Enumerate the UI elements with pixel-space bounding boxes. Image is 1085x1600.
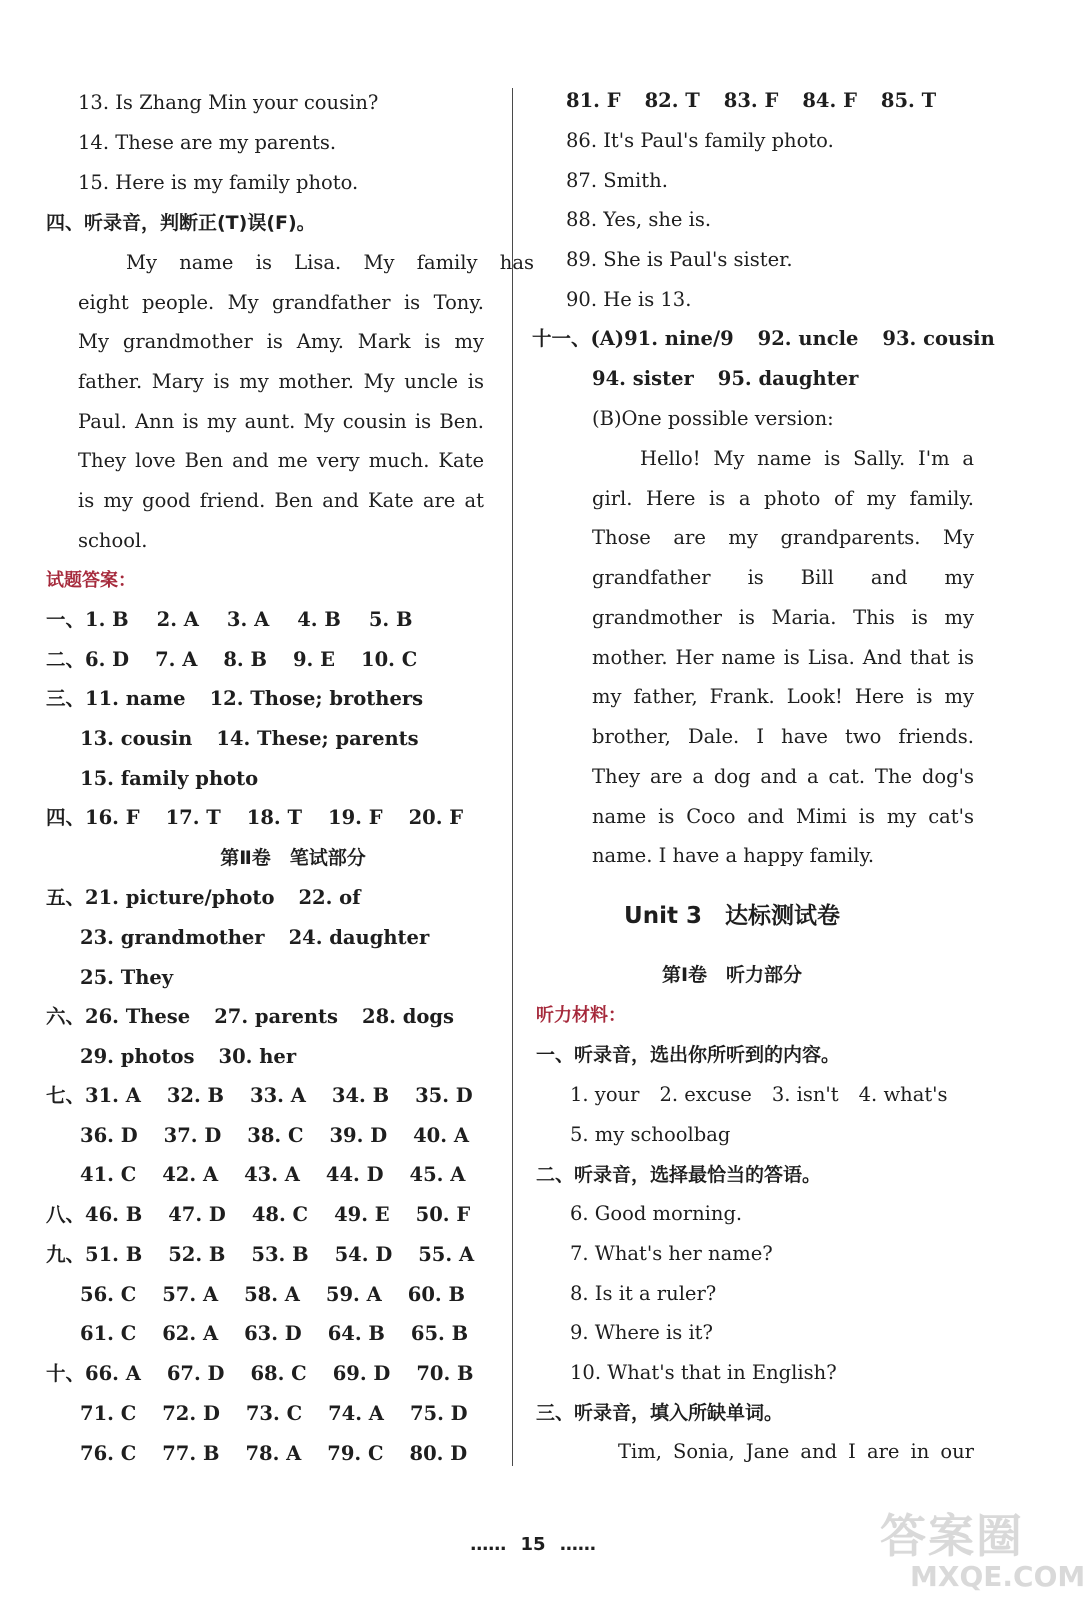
answer-item: 52. B [168,1243,226,1266]
answer-item: 56. C [80,1283,137,1306]
part-1-title: 第Ⅰ卷 听力部分 [661,964,803,986]
essay-line: mother. Her name is Lisa. And that is [592,646,974,669]
answer-row [46,607,412,633]
part-2-title: 第Ⅱ卷 笔试部分 [220,847,366,869]
answer-item: 17. T [165,806,221,829]
answer-row [80,1282,465,1308]
answer-item: 58. A [244,1283,300,1306]
passage-line: Paul. Ann is my aunt. My cousin is Ben. [78,410,484,433]
section-3-title: 三、听录音，填入所缺单词。 [536,1402,784,1424]
answer-item: 78. A [245,1442,302,1465]
answer-item: 十一、(A)91. nine/9 [532,327,734,350]
answer-row [46,1361,474,1387]
answer-item: 47. D [168,1203,226,1226]
answer-item: 7. A [155,648,198,671]
answer-item: 39. D [329,1124,388,1147]
answer-item: 33. A [250,1084,306,1107]
listening-line: 9. Where is it? [570,1321,713,1344]
answer-item: 3. isn't [771,1083,839,1106]
listening-line-15: 15. Here is my family photo. [78,171,359,194]
unit-title: Unit 3 达标测试卷 [624,903,840,929]
answer-row [80,965,173,991]
answer-row [80,1123,469,1149]
answer-item: 83. F [723,89,779,112]
answer-line: 90. He is 13. [566,288,692,311]
answer-item: 67. D [166,1362,225,1385]
answer-row [46,805,463,831]
answer-item: 14. These; parents [216,727,419,750]
answer-line: 89. She is Paul's sister. [566,248,793,271]
essay-line: brother, Dale. I have two friends. [592,725,974,748]
listening-line: 7. What's her name? [570,1242,773,1265]
answer-row [532,326,995,352]
essay-line: girl. Here is a photo of my family. [592,487,974,510]
answer-item: 92. uncle [757,327,859,350]
answer-item: 1. your [570,1083,640,1106]
answer-row [46,1202,470,1228]
answer-item: 19. F [328,806,383,829]
answer-item: 40. A [413,1124,469,1147]
passage-line: My grandmother is Amy. Mark is my [78,330,484,353]
answer-item: 一、1. B [46,608,129,631]
answer-line: 87. Smith. [566,169,668,192]
answer-item: 69. D [332,1362,391,1385]
answers-label: 试题答案： [46,570,136,591]
answer-item: 13. cousin [80,727,193,750]
passage-line: is my good friend. Ben and Kate are at [78,489,484,512]
answer-item: 12. Those; brothers [209,687,424,710]
answer-item: 35. D [415,1084,473,1107]
section-2-title: 二、听录音，选择最恰当的答语。 [536,1164,822,1186]
answer-item: 27. parents [214,1005,339,1028]
essay-line: Those are my grandparents. My [592,526,974,549]
answer-row [46,686,423,712]
listening-line: 6. Good morning. [570,1202,743,1225]
answer-item: 75. D [409,1402,468,1425]
answer-item: 25. They [80,966,174,989]
essay-line: They are a dog and a cat. The dog's [592,765,974,788]
answer-item: 10. C [361,648,418,671]
answer-item: 63. D [244,1322,302,1345]
answer-item: 60. B [407,1283,465,1306]
answer-row [80,1044,296,1070]
answer-row [80,1441,467,1467]
answer-item: 34. B [331,1084,390,1107]
answer-item: 六、26. These [46,1005,191,1028]
answer-row [570,1082,948,1108]
answer-item: 95. daughter [717,367,859,390]
answer-item: 24. daughter [288,926,430,949]
answer-item: 65. B [410,1322,469,1345]
answer-row [80,1401,468,1427]
answer-item: 15. family photo [80,767,259,790]
answer-item: 62. A [162,1322,219,1345]
listening-line: 8. Is it a ruler? [570,1282,717,1305]
answer-item: 九、51. B [46,1243,143,1266]
answer-row [46,1083,473,1109]
passage-line: My name is Lisa. My family has [126,251,534,274]
answer-item: 85. T [880,89,937,112]
answer-row [80,1321,468,1347]
answer-item: 64. B [327,1322,385,1345]
answer-item: 2. A [156,608,199,631]
essay-line: grandfather is Bill and my [592,566,974,589]
answer-item: 3. A [226,608,270,631]
answer-line: 5. my schoolbag [570,1123,731,1146]
answer-item: 61. C [80,1322,137,1345]
answer-item: 18. T [246,806,303,829]
answer-item: 43. A [244,1163,300,1186]
answer-item: 36. D [80,1124,138,1147]
section-1-title: 一、听录音，选出你所听到的内容。 [536,1044,841,1066]
answer-item: 70. B [416,1362,474,1385]
answer-item: 94. sister [592,367,694,390]
answer-item: 41. C [80,1163,137,1186]
answer-row [46,1242,474,1268]
materials-label: 听力材料： [536,1005,626,1026]
answer-item: 59. A [325,1283,382,1306]
answer-item: 48. C [251,1203,309,1226]
watermark-text: 答案圈 [880,1509,1024,1563]
answer-item: 84. F [802,89,857,112]
passage-line: eight people. My grandfather is Tony. [78,291,484,314]
answer-item: 20. F [408,806,464,829]
answer-item: 53. B [251,1243,309,1266]
answer-item: 5. B [368,608,413,631]
answer-row [46,885,361,911]
answer-item: 73. C [245,1402,303,1425]
answer-item: 54. D [334,1243,393,1266]
watermark-logo [870,1500,1085,1600]
answer-row [80,726,419,752]
listening-line: 10. What's that in English? [570,1361,837,1384]
page-number: 15 [520,1534,546,1555]
answer-line: 86. It's Paul's family photo. [566,129,834,152]
essay-line: name is Coco and Mimi is my cat's [592,805,974,828]
answer-item: 44. D [325,1163,384,1186]
answer-item: 23. grandmother [80,926,265,949]
answer-item: 68. C [250,1362,307,1385]
column-divider [512,88,513,1466]
answer-row [566,88,936,114]
answer-item: 72. D [162,1402,220,1425]
answer-item: 2. excuse [659,1083,752,1106]
answer-item: 79. C [327,1442,384,1465]
answer-row [46,1004,454,1030]
answer-item: 七、31. A [46,1084,141,1107]
answer-item: 38. C [247,1124,304,1147]
answer-item: 55. A [418,1243,475,1266]
answer-item: 30. her [218,1045,297,1068]
essay-line: name. I have a happy family. [592,844,875,867]
answer-row [80,1162,465,1188]
answer-row [592,366,858,392]
passage-line: school. [78,529,148,552]
answer-item: 93. cousin [882,327,995,350]
watermark-url: MXQE.COM [910,1560,1085,1593]
answer-item: 29. photos [80,1045,195,1068]
essay-line: my father, Frank. Look! Here is my [592,685,974,708]
answer-item: 42. A [162,1163,219,1186]
answer-row [80,766,258,792]
essay-heading: (B)One possible version: [592,407,834,430]
answer-item: 四、16. F [46,806,140,829]
answer-item: 74. A [328,1402,384,1425]
footer-dots: …… [470,1534,507,1555]
answer-item: 9. E [292,648,335,671]
footer-dots: …… [559,1534,596,1555]
section-4-title: 四、听录音，判断正(T)误(F)。 [46,212,316,234]
answer-item: 77. B [162,1442,220,1465]
answer-line: 88. Yes, she is. [566,208,712,231]
answer-item: 三、11. name [46,687,186,710]
listening-line-14: 14. These are my parents. [78,131,337,154]
answer-item: 32. B [166,1084,225,1107]
answer-row [80,925,429,951]
listening-line-13: 13. Is Zhang Min your cousin? [78,91,379,114]
answer-item: 五、21. picture/photo [46,886,275,909]
answer-item: 十、66. A [46,1362,141,1385]
answer-item: 28. dogs [362,1005,454,1028]
answer-item: 49. E [334,1203,390,1226]
answer-item: 45. A [409,1163,466,1186]
answer-item: 76. C [80,1442,137,1465]
answer-item: 8. B [223,648,267,671]
answer-item: 80. D [409,1442,468,1465]
answer-item: 57. A [162,1283,219,1306]
answer-item: 71. C [80,1402,137,1425]
answer-item: 二、6. D [46,648,130,671]
passage-line: father. Mary is my mother. My uncle is [78,370,484,393]
answer-item: 22. of [298,886,361,909]
answer-item: 81. F [566,89,621,112]
answer-item: 50. F [415,1203,471,1226]
passage-line: They love Ben and me very much. Kate [78,449,484,472]
answer-item: 82. T [644,89,700,112]
answer-item: 4. what's [858,1083,948,1106]
answer-item: 4. B [297,608,341,631]
answer-item: 八、46. B [46,1203,143,1226]
essay-line: Hello! My name is Sally. I'm a [640,447,974,470]
essay-line: grandmother is Maria. This is my [592,606,974,629]
answer-item: 37. D [163,1124,222,1147]
listening-line: Tim, Sonia, Jane and I are in our [618,1440,974,1463]
answer-row [46,647,417,673]
